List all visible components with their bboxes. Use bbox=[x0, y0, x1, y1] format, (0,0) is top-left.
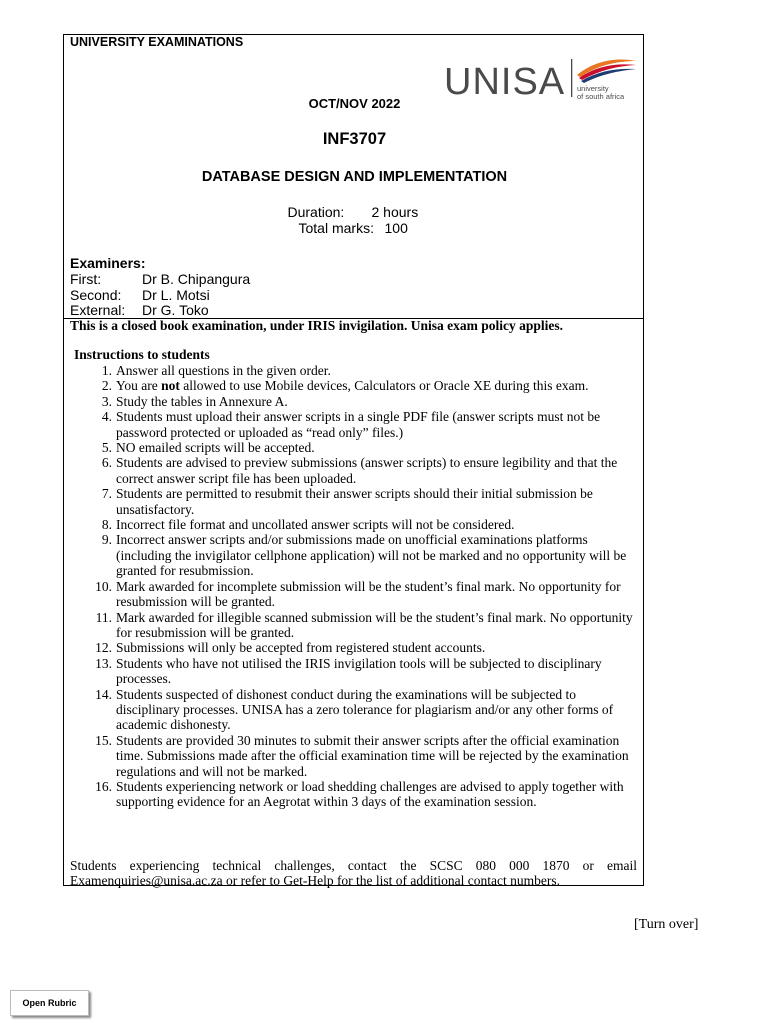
course-title: DATABASE DESIGN AND IMPLEMENTATION bbox=[201, 169, 508, 185]
instruction-item bbox=[70, 656, 638, 687]
duration-label: Duration: bbox=[287, 204, 345, 220]
instruction-item bbox=[70, 517, 638, 532]
instruction-item bbox=[70, 579, 638, 610]
unisa-tagline-1: university bbox=[577, 84, 609, 93]
examiner-name: Dr L. Motsi bbox=[142, 287, 210, 303]
unisa-logo bbox=[444, 55, 644, 101]
instruction-text: Incorrect file format and uncollated answer scripts will not be considered. bbox=[116, 517, 515, 533]
exam-session: OCT/NOV 2022 bbox=[308, 96, 401, 111]
instruction-item bbox=[70, 687, 638, 733]
instruction-item bbox=[70, 779, 638, 810]
exam-header bbox=[64, 35, 643, 319]
instruction-text: Incorrect answer scripts and/or submissions made on unofficial examinations platforms (including the invigilator cellphone application) will not be marked and no opportunity will be granted for resubmission. bbox=[116, 532, 627, 579]
instruction-text: Students must upload their answer scripts in a single PDF file (answer scripts must not be password protected or uploaded as “read only” files.) bbox=[116, 409, 601, 440]
instruction-text: Mark awarded for illegible scanned submission will be the student’s final mark. No opportunity for resubmission will be granted. bbox=[116, 609, 633, 640]
instruction-number: 8. bbox=[101, 517, 112, 533]
instruction-text: Study the tables in Annexure A. bbox=[116, 393, 288, 409]
instruction-text: Students are permitted to resubmit their answer scripts should their initial submission be unsatisfactory. bbox=[116, 486, 593, 517]
instruction-text: Mark awarded for incomplete submission will be the student’s final mark. No opportunity for resubmission will be granted. bbox=[116, 578, 621, 610]
instruction-text: Answer all questions in the given order. bbox=[116, 363, 331, 378]
instruction-text-bold: not bbox=[161, 378, 180, 394]
examiners-heading: Examiners: bbox=[70, 255, 146, 271]
course-code: INF3707 bbox=[322, 130, 387, 148]
examiner-name: Dr B. Chipangura bbox=[142, 271, 251, 287]
instruction-number: 15. bbox=[95, 732, 112, 748]
instruction-number: 16. bbox=[95, 778, 112, 794]
instruction-item bbox=[70, 394, 638, 409]
examiner-name: Dr G. Toko bbox=[142, 302, 209, 318]
instruction-item bbox=[70, 486, 638, 517]
instruction-number: 2. bbox=[101, 378, 112, 394]
examiner-role: Second: bbox=[70, 287, 122, 303]
instruction-item bbox=[70, 455, 638, 486]
instructions-heading: Instructions to students bbox=[74, 347, 210, 362]
instruction-item bbox=[70, 733, 638, 779]
instruction-number: 5. bbox=[101, 440, 112, 456]
total-marks-row bbox=[64, 220, 645, 236]
instruction-number: 3. bbox=[101, 393, 112, 409]
instruction-text: Students who have not utilised the IRIS invigilation tools will be subjected to disciplinary processes. bbox=[116, 655, 602, 687]
instruction-number: 10. bbox=[95, 578, 112, 594]
instruction-number: 4. bbox=[101, 409, 112, 425]
duration-value: 2 hours bbox=[371, 204, 419, 220]
instruction-number: 13. bbox=[95, 655, 112, 671]
instruction-item bbox=[70, 640, 638, 655]
instruction-number: 11. bbox=[95, 609, 112, 625]
instruction-item bbox=[70, 378, 638, 393]
instruction-text: Students are provided 30 minutes to submit their answer scripts after the official examination time. Submissions made after the official examination time will be rejected by the examination regulations and will not be marked. bbox=[116, 732, 629, 779]
instruction-number: 9. bbox=[101, 532, 112, 548]
instruction-item bbox=[70, 409, 638, 440]
instruction-item bbox=[70, 363, 638, 378]
instruction-number: 6. bbox=[101, 455, 112, 471]
exam-cover-page bbox=[63, 34, 644, 889]
instruction-number: 7. bbox=[101, 486, 112, 502]
examiner-second bbox=[70, 287, 210, 303]
examiner-role: External: bbox=[70, 302, 126, 318]
university-examinations-label: UNIVERSITY EXAMINATIONS bbox=[70, 35, 244, 49]
instruction-text: Submissions will only be accepted from registered student accounts. bbox=[116, 640, 486, 656]
unisa-tagline-2: of south africa bbox=[577, 92, 625, 101]
instruction-number: 14. bbox=[95, 686, 112, 702]
instruction-number: 1. bbox=[101, 363, 112, 378]
total-marks-value: 100 bbox=[384, 220, 408, 236]
instruction-text: Students suspected of dishonest conduct during the examinations will be subjected to disciplinary processes. UNISA has a zero tolerance for plagiarism and/or any other forms of academic dishonesty. bbox=[116, 686, 614, 733]
instruction-number: 12. bbox=[95, 640, 112, 656]
examiner-external bbox=[70, 302, 209, 318]
open-rubric-button[interactable]: Open Rubric bbox=[10, 990, 89, 1016]
closed-book-notice: This is a closed book examination, under IRIS invigilation. Unisa exam policy applies. bbox=[70, 318, 563, 333]
examiner-first bbox=[70, 271, 250, 287]
instruction-item bbox=[70, 440, 638, 455]
instruction-item bbox=[70, 532, 638, 578]
unisa-wordmark: UNISA bbox=[444, 61, 566, 101]
instruction-text-post: allowed to use Mobile devices, Calculators or Oracle XE during this exam. bbox=[179, 378, 589, 394]
instruction-text: NO emailed scripts will be accepted. bbox=[116, 440, 315, 456]
duration-row bbox=[64, 204, 645, 220]
instruction-text: Students experiencing network or load shedding challenges are advised to apply together with supporting evidence for an Aegrotat within 3 days of the examination session. bbox=[116, 778, 624, 810]
examiner-role: First: bbox=[70, 271, 102, 287]
turn-over-label: [Turn over] bbox=[634, 917, 699, 932]
contact-paragraph: Students experiencing technical challenges, contact the SCSC 080 000 1870 or email Examenquiries@unisa.ac.za or refer to Get-Help for the list of additional contact numbers. bbox=[70, 858, 637, 889]
instruction-item bbox=[70, 610, 638, 641]
duration-block bbox=[64, 204, 645, 236]
instruction-text: Students are advised to preview submissions (answer scripts) to ensure legibility and that the correct answer script file has been uploaded. bbox=[116, 455, 618, 486]
instructions-list bbox=[70, 363, 638, 810]
total-marks-label: Total marks: bbox=[298, 220, 374, 236]
instruction-text-pre: You are bbox=[116, 378, 162, 394]
